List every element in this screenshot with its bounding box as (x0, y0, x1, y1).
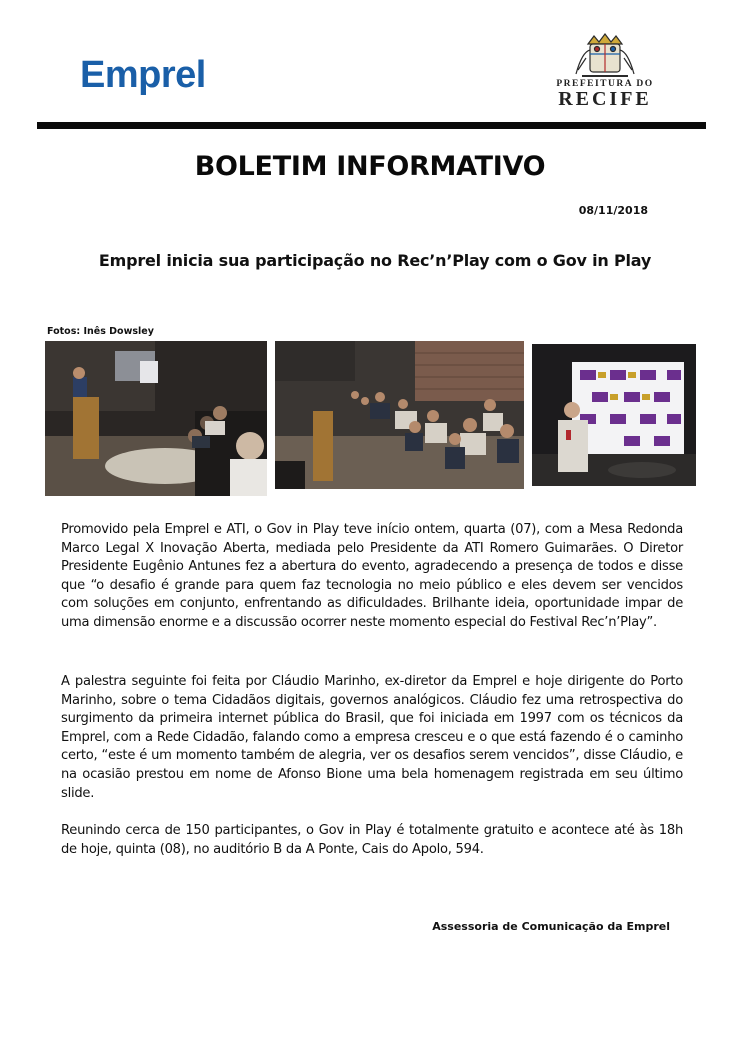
recife-coat-of-arms-icon (546, 30, 664, 80)
prefeitura-label: PREFEITURA DO (556, 79, 654, 89)
recife-label: RECIFE (558, 88, 652, 110)
event-photo-podium (45, 341, 267, 496)
publication-date: 08/11/2018 (578, 204, 648, 217)
page-title: BOLETIM INFORMATIVO (194, 151, 546, 182)
article-headline: Emprel inicia sua participação no Rec’n’Play com o Gov in Play (98, 251, 652, 270)
prefeitura-recife-logo (546, 30, 664, 108)
event-photo-speaker (532, 344, 696, 486)
photo-credit: Fotos: Inês Dowsley (47, 326, 154, 337)
article-paragraph: Promovido pela Emprel e ATI, o Gov in Play teve início ontem, quarta (07), com a Mesa Redonda Marco Legal X Inovação Aberta, mediada pelo Presidente da ATI Romero Guimarães. O Diretor Presidente Eugênio Antunes fez a abertura do evento, agradecendo a presença de todos e disse que “o desafio é grande para quem faz tecnologia no meio público e eles devem ser vencidos com soluções em conjunto, enfrentando as dificuldades. Brilhante ideia, oportunidade impar de uma dimensão enorme e a discussão ocorrer neste momento especial do Festival Rec’n’Play”. (61, 522, 683, 630)
signature: Assessoria de Comunicação da Emprel (432, 920, 670, 933)
header-divider (37, 122, 706, 129)
article-paragraph: A palestra seguinte foi feita por Cláudio Marinho, ex-diretor da Emprel e hoje dirigente do Porto Marinho, sobre o tema Cidadãos digitais, governos analógicos. Cláudio fez uma retrospectiva do surgimento da primeira internet pública do Brasil, que foi iniciada em 1997 com os técnicos da Emprel, com a Rede Cidadão, falando como a empresa cresceu e o que está fazendo é o caminho certo, “este é um momento também de alegria, ver os desafios serem vencidos”, disse Cláudio, e na ocasião prestou em nome de Afonso Bione uma bela homenagem registrada em seu último slide. (61, 674, 683, 801)
event-photo-audience (275, 341, 524, 489)
emprel-logo: Emprel (80, 54, 206, 96)
article-paragraph: Reunindo cerca de 150 participantes, o Gov in Play é totalmente gratuito e acontece até às 18h de hoje, quinta (08), no auditório B da A Ponte, Cais do Apolo, 594. (61, 823, 683, 857)
